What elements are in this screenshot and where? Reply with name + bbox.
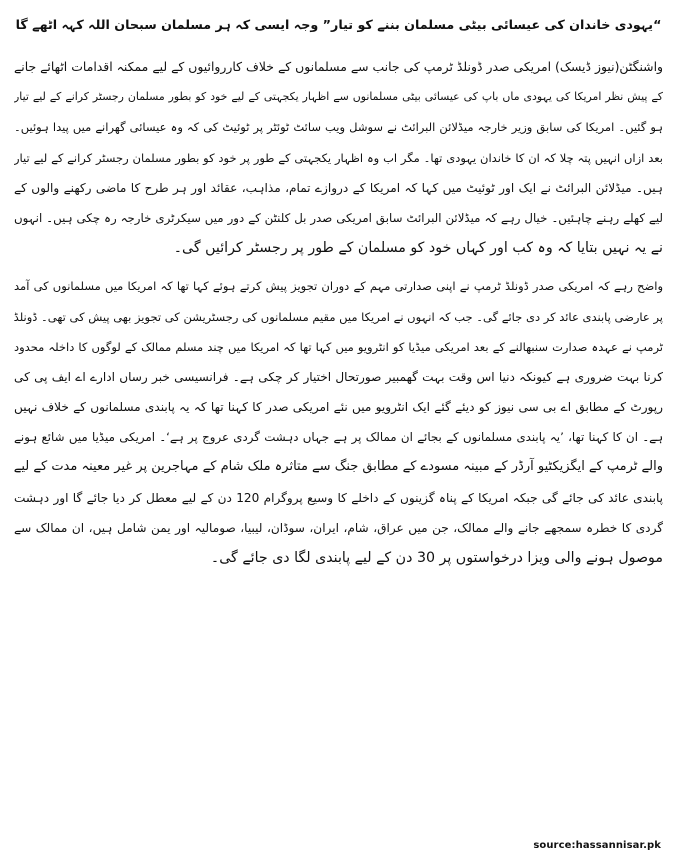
paragraph-line: پابندی عائد کی جائے گی جبکہ امریکا کے پناہ گزینوں کے داخلے کا وسیع پروگرام 120 دن کے لیے معطل کر دیا جائے گا اور دہشت: [14, 490, 663, 505]
paragraph-line: موصول ہونے والی ویزا درخواستوں پر 30 دن کے لیے پابندی لگا دی جائے گی۔: [210, 550, 663, 566]
article-body: [14, 52, 663, 573]
paragraph-line: واشنگٹن(نیوز ڈیسک) امریکی صدر ڈونلڈ ٹرمپ کی جانب سے مسلمانوں کے خلاف کارروائیوں کے لیے ممکنہ اقدامات اٹھائے جانے: [14, 59, 663, 74]
paragraph-line: پر عارضی پابندی عائد کر دی جائے گی۔ جب کہ انہوں نے امریکا میں مقیم مسلمانوں کی رجسٹریشن کی تجویز بھی پیش کی تھی۔ ڈونلڈ: [14, 309, 663, 324]
paragraph-line: کرنا بہت ضروری ہے کیونکہ دنیا اس وقت بہت گھمبیر صورتحال اختیار کر چکی ہے۔ فرانسیسی خبر رساں ادارے اے ایف پی کی: [14, 369, 663, 384]
paragraph-line: ہے۔ ان کا کہنا تھا، ’یہ پابندی مسلمانوں کے بجائے ان ممالک پر ہے جہاں دہشت گردی عروج پر ہے‘۔ امریکی میڈیا میں شائع ہونے: [14, 430, 663, 445]
paragraph-line: نے یہ نہیں بتایا کہ وہ کب اور کہاں خود کو مسلمان کے طور پر رجسٹر کرائیں گی۔: [173, 240, 663, 257]
paragraph-line: بعد ازاں انہیں پتہ چلا کہ ان کا خاندان یہودی تھا۔ مگر اب وہ اظہار یکجہتی کے طور پر خود کو بطور مسلمان رجسٹر کرانے کے لیے تیار: [14, 150, 663, 165]
paragraph-line: رپورٹ کے مطابق اے بی سی نیوز کو دیئے گئے ایک انٹرویو میں نئے امریکی صدر کا کہنا تھا کہ یہ پابندی مسلمانوں کے خلاف نہیں: [14, 400, 663, 415]
paragraph-line: ٹرمپ نے عہدہ صدارت سنبھالنے کے بعد امریکی میڈیا کو انٹرویو میں کہا تھا کہ امریکا میں چند مسلم ممالک کے لوگوں کا داخلہ محدود: [14, 339, 663, 354]
paragraph-line: کے پیش نظر امریکا کی یہودی ماں باپ کی عیسائی بیٹی مسلمانوں سے اظہار یکجہتی کے لیے خود کو بطور مسلمان رجسٹر کرانے کے لیے تیار: [14, 90, 663, 104]
paragraph-line: لیے کھلے رہنے چاہئیں۔ خیال رہے کہ میڈلائن البرائٹ سابق امریکی صدر بل کلنٹن کے دور میں سیکرٹری خارجہ رہ چکی ہیں۔ انہوں: [14, 210, 663, 225]
paragraph-line: ہو گئیں۔ امریکا کی سابق وزیر خارجہ میڈلائن البرائٹ نے سوشل ویب سائٹ ٹوئٹر پر ٹوئیٹ کی کہ وہ عیسائی گھرانے میں پیدا ہوئیں۔: [14, 120, 663, 135]
paragraph-line: گردی کا خطرہ سمجھے جانے والے ممالک، جن میں عراق، شام، ایران، سوڈان، لیبیا، صومالیہ اور یمن شامل ہیں، ان ممالک سے: [14, 520, 663, 535]
paragraph-line: ہیں۔ میڈلائن البرائٹ نے ایک اور ٹوئیٹ میں کہا کہ امریکا کے دروازے تمام، مذاہب، عقائد اور ہر طرح کا ماضی رکھنے والوں کے: [14, 180, 663, 195]
paragraph-line: والے ٹرمپ کے ایگزیکٹیو آرڈر کے مبینہ مسودے کے مطابق جنگ سے متاثرہ ملک شام کے مہاجرین پر غیر معینہ مدت کے لیے: [14, 459, 663, 475]
paragraph-2: [14, 271, 663, 573]
article-headline: “یہودی خاندان کی عیسائی بیٹی مسلمان بننے کو تیار” وجہ ایسی کہ ہر مسلمان سبحان اللہ کہہ اٹھے گا: [15, 17, 662, 32]
paragraph-1: [14, 52, 663, 263]
paragraph-line: واضح رہے کہ امریکی صدر ڈونلڈ ٹرمپ نے اپنی صدارتی مہم کے دوران تجویز پیش کرتے ہوئے کہا تھا کہ امریکا میں مسلمانوں کی آمد: [14, 279, 663, 294]
source-credit: source:hassannisar.pk: [533, 840, 661, 851]
